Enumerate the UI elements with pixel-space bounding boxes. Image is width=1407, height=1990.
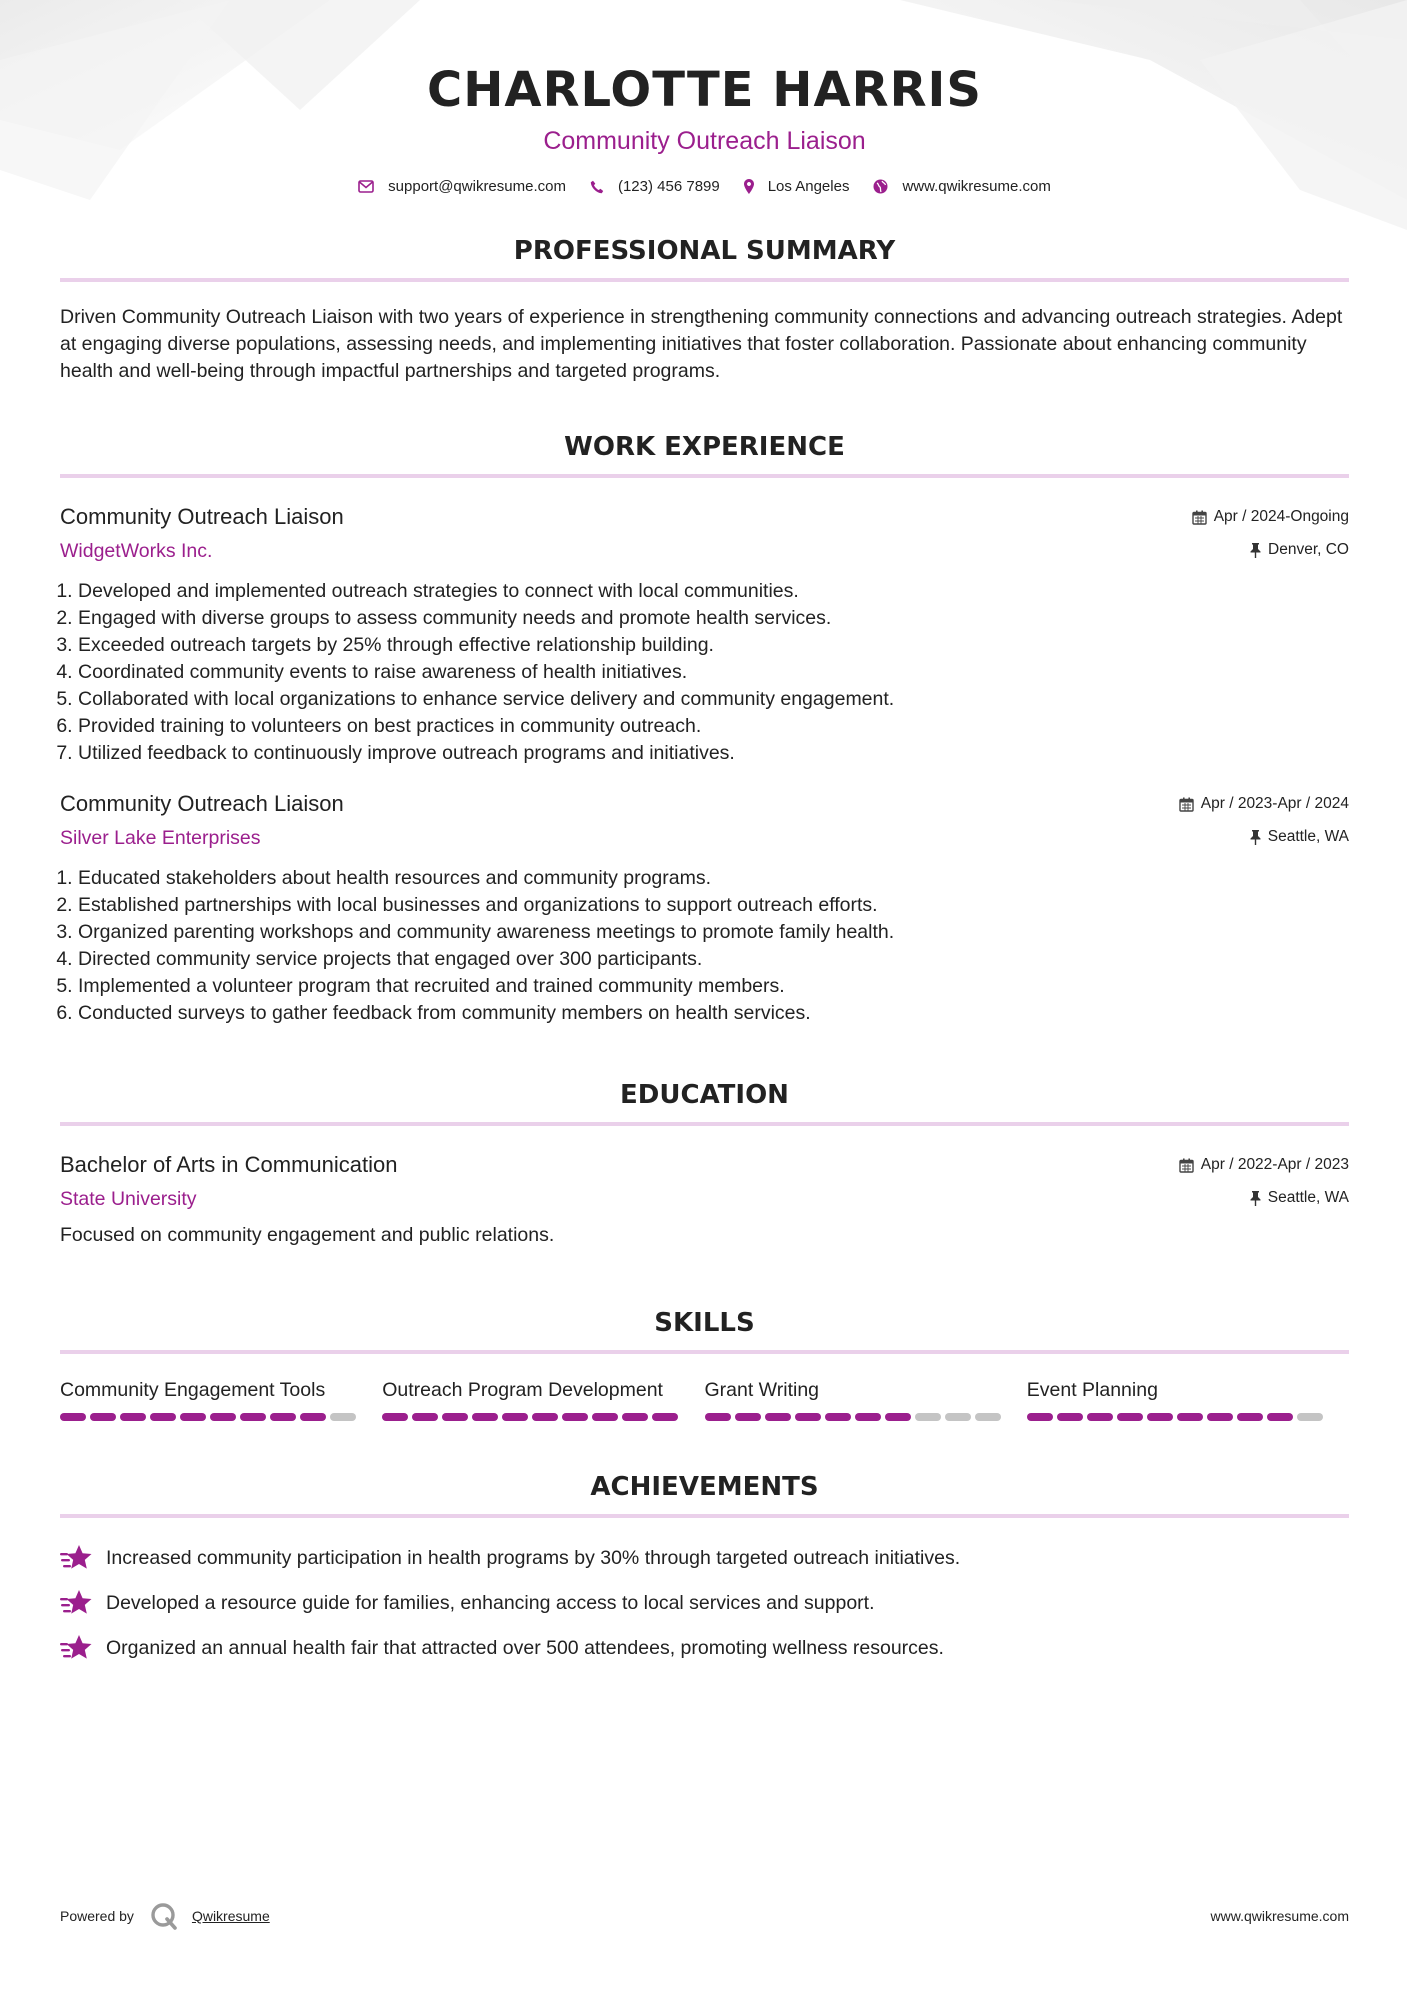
contact-email-text: support@qwikresume.com	[388, 178, 566, 195]
skills-list	[60, 1377, 1349, 1421]
job-company: Silver Lake Enterprises	[60, 827, 261, 849]
skill-segment-filled	[180, 1413, 206, 1421]
calendar-icon	[1192, 510, 1207, 525]
experience-section	[60, 429, 1349, 1027]
education-dates-text: Apr / 2022-Apr / 2023	[1200, 1156, 1349, 1173]
skill-segment-filled	[442, 1413, 468, 1421]
skill-segment-filled	[502, 1413, 528, 1421]
job-dates	[1192, 506, 1349, 528]
calendar-icon	[1179, 797, 1194, 812]
job-entry	[60, 502, 1349, 767]
skill-level-bar	[1027, 1413, 1349, 1421]
skill-segment-empty	[975, 1413, 1001, 1421]
list-item: 5. Collaborated with local organizations to enhance service delivery and community engagement.	[78, 686, 1349, 713]
section-divider	[60, 1350, 1349, 1354]
skill-item	[60, 1377, 382, 1421]
star-icon	[60, 1589, 94, 1617]
globe-icon	[873, 179, 888, 194]
section-divider	[60, 278, 1349, 282]
skill-segment-filled	[765, 1413, 791, 1421]
education-heading: EDUCATION	[620, 1080, 789, 1110]
list-item: 5. Implemented a volunteer program that recruited and trained community members.	[78, 973, 1349, 1000]
skill-segment-filled	[855, 1413, 881, 1421]
skill-segment-filled	[412, 1413, 438, 1421]
list-item: 3. Organized parenting workshops and community awareness meetings to promote family health.	[78, 919, 1349, 946]
skill-segment-filled	[705, 1413, 731, 1421]
job-location	[1179, 826, 1349, 848]
powered-by-text: Powered by	[60, 1908, 134, 1924]
section-divider	[60, 1514, 1349, 1518]
skill-segment-filled	[60, 1413, 86, 1421]
envelope-icon	[358, 180, 374, 193]
list-item: 6. Provided training to volunteers on best practices in community outreach.	[78, 713, 1349, 740]
skill-segment-filled	[1057, 1413, 1083, 1421]
list-item: 4. Directed community service projects that engaged over 300 participants.	[78, 946, 1349, 973]
map-marker-icon	[744, 179, 754, 194]
contact-bar	[60, 178, 1349, 195]
job-location	[1192, 539, 1349, 561]
skill-segment-filled	[150, 1413, 176, 1421]
job-bullets	[60, 865, 1349, 1027]
list-item: 4. Coordinated community events to raise awareness of health initiatives.	[78, 659, 1349, 686]
job-location-text: Denver, CO	[1268, 541, 1349, 558]
skill-segment-empty	[915, 1413, 941, 1421]
star-icon	[60, 1634, 94, 1662]
job-entry	[60, 789, 1349, 1027]
skill-segment-filled	[652, 1413, 678, 1421]
achievements-list	[60, 1543, 1349, 1663]
skill-segment-filled	[472, 1413, 498, 1421]
candidate-name: CHARLOTTE HARRIS	[427, 62, 982, 118]
skill-segment-filled	[120, 1413, 146, 1421]
skill-segment-filled	[592, 1413, 618, 1421]
education-section	[60, 1077, 1349, 1249]
skill-level-bar	[705, 1413, 1027, 1421]
summary-text: Driven Community Outreach Liaison with two years of experience in strengthening community connections and advancing outreach strategies. Adept at engaging diverse populations, assessing needs, and implementing initiatives that foster collaboration. Passionate about enhancing community health and well-being through impactful partnerships and targeted programs.	[60, 306, 1343, 382]
contact-phone-text: (123) 456 7899	[617, 178, 720, 195]
education-dates	[1179, 1154, 1349, 1176]
skill-segment-filled	[622, 1413, 648, 1421]
skill-segment-filled	[1237, 1413, 1263, 1421]
skill-segment-filled	[300, 1413, 326, 1421]
job-title: Community Outreach Liaison	[60, 504, 344, 529]
skill-item	[1027, 1377, 1349, 1421]
list-item: 2. Engaged with diverse groups to assess community needs and promote health services.	[78, 605, 1349, 632]
skill-segment-filled	[270, 1413, 296, 1421]
achievement-item	[60, 1543, 1349, 1573]
education-description: Focused on community engagement and public relations.	[60, 1224, 555, 1246]
list-item: 1. Educated stakeholders about health resources and community programs.	[78, 865, 1349, 892]
skill-segment-filled	[532, 1413, 558, 1421]
skill-item	[705, 1377, 1027, 1421]
skill-segment-empty	[330, 1413, 356, 1421]
skill-segment-filled	[90, 1413, 116, 1421]
summary-section	[60, 233, 1349, 385]
job-company: WidgetWorks Inc.	[60, 540, 213, 562]
job-meta	[1179, 793, 1349, 848]
skill-segment-filled	[1177, 1413, 1203, 1421]
job-dates	[1179, 793, 1349, 815]
job-location-text: Seattle, WA	[1267, 828, 1349, 845]
calendar-icon	[1179, 1158, 1194, 1173]
qwikresume-logo-icon	[150, 1902, 178, 1930]
education-entry	[60, 1150, 1349, 1249]
skill-segment-filled	[210, 1413, 236, 1421]
list-item: 3. Exceeded outreach targets by 25% through effective relationship building.	[78, 632, 1349, 659]
contact-location-text: Los Angeles	[767, 178, 850, 195]
list-item: 1. Developed and implemented outreach strategies to connect with local communities.	[78, 578, 1349, 605]
skill-segment-filled	[382, 1413, 408, 1421]
list-item: 6. Conducted surveys to gather feedback from community members on health services.	[78, 1000, 1349, 1027]
job-bullets	[60, 578, 1349, 767]
skill-segment-filled	[1087, 1413, 1113, 1421]
achievements-heading: ACHIEVEMENTS	[590, 1472, 819, 1502]
star-icon	[60, 1544, 94, 1572]
skill-name: Community Engagement Tools	[60, 1379, 326, 1401]
contact-location	[744, 178, 850, 195]
skill-segment-filled	[1207, 1413, 1233, 1421]
contact-email[interactable]	[358, 178, 566, 195]
achievement-text: Increased community participation in health programs by 30% through targeted outreach initiatives.	[106, 1546, 961, 1569]
achievements-section	[60, 1469, 1349, 1663]
skill-segment-filled	[885, 1413, 911, 1421]
skill-segment-filled	[1117, 1413, 1143, 1421]
experience-heading: WORK EXPERIENCE	[564, 432, 845, 462]
skill-segment-filled	[1027, 1413, 1053, 1421]
thumbtack-icon	[1250, 1191, 1261, 1206]
phone-icon	[590, 180, 604, 194]
skill-segment-empty	[1297, 1413, 1323, 1421]
list-item: 7. Utilized feedback to continuously improve outreach programs and initiatives.	[78, 740, 1349, 767]
candidate-title: Community Outreach Liaison	[543, 127, 866, 155]
section-divider	[60, 474, 1349, 478]
contact-phone[interactable]	[590, 178, 720, 195]
job-dates-text: Apr / 2024-Ongoing	[1213, 508, 1349, 525]
skill-level-bar	[382, 1413, 704, 1421]
skill-segment-filled	[795, 1413, 821, 1421]
resume-header	[60, 0, 1349, 195]
skill-segment-filled	[735, 1413, 761, 1421]
footer-website-link[interactable]: www.qwikresume.com	[1210, 1908, 1349, 1924]
skill-level-bar	[60, 1413, 382, 1421]
skills-heading: SKILLS	[654, 1308, 755, 1338]
skill-segment-filled	[562, 1413, 588, 1421]
resume-page	[60, 0, 1349, 1678]
degree-title: Bachelor of Arts in Communication	[60, 1152, 398, 1177]
achievement-text: Organized an annual health fair that attracted over 500 attendees, promoting wellness resources.	[106, 1636, 944, 1659]
skill-segment-filled	[825, 1413, 851, 1421]
achievement-item	[60, 1588, 1349, 1618]
thumbtack-icon	[1250, 543, 1261, 558]
job-meta	[1192, 506, 1349, 561]
job-dates-text: Apr / 2023-Apr / 2024	[1200, 795, 1349, 812]
skill-name: Outreach Program Development	[382, 1379, 663, 1401]
education-location-text: Seattle, WA	[1267, 1189, 1349, 1206]
skills-section	[60, 1305, 1349, 1421]
education-location	[1179, 1187, 1349, 1209]
summary-heading: PROFESSIONAL SUMMARY	[513, 236, 896, 266]
skill-segment-filled	[1267, 1413, 1293, 1421]
school-name: State University	[60, 1188, 197, 1210]
contact-website-text: www.qwikresume.com	[902, 178, 1051, 195]
education-meta	[1179, 1154, 1349, 1209]
skill-segment-filled	[240, 1413, 266, 1421]
skill-item	[382, 1377, 704, 1421]
qwikresume-link[interactable]: Qwikresume	[191, 1908, 270, 1924]
section-divider	[60, 1122, 1349, 1126]
job-title: Community Outreach Liaison	[60, 791, 344, 816]
achievement-item	[60, 1633, 1349, 1663]
thumbtack-icon	[1250, 830, 1261, 845]
skill-name: Grant Writing	[704, 1379, 820, 1401]
list-item: 2. Established partnerships with local businesses and organizations to support outreach efforts.	[78, 892, 1349, 919]
skill-segment-filled	[1147, 1413, 1173, 1421]
page-footer	[60, 1896, 1349, 1936]
contact-website[interactable]	[873, 178, 1050, 195]
skill-name: Event Planning	[1026, 1379, 1158, 1401]
skill-segment-empty	[945, 1413, 971, 1421]
achievement-text: Developed a resource guide for families, enhancing access to local services and support.	[106, 1591, 875, 1614]
